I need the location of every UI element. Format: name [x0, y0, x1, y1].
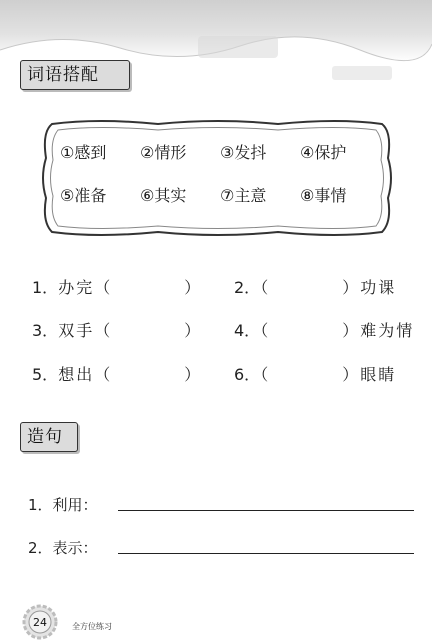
- question-number: 5．: [32, 365, 59, 384]
- page-number-badge: [22, 604, 58, 640]
- sentence-item: [28, 537, 98, 558]
- sentence-number: 1．: [28, 496, 53, 514]
- word-option: ⑥其实: [140, 186, 187, 205]
- answer-line[interactable]: [118, 510, 414, 511]
- book-title: 全方位练习: [72, 622, 112, 631]
- word-option: ⑧事情: [300, 186, 347, 205]
- question-text[interactable]: （ ）难为情: [260, 321, 415, 340]
- header-ghost-mark: [198, 36, 278, 58]
- sentence-number: 2．: [28, 539, 53, 557]
- word-bank-grid: [60, 140, 380, 206]
- question-text[interactable]: （ ）眼睛: [260, 365, 397, 384]
- question-item: [32, 318, 202, 341]
- section-title-sentence: 造句: [20, 422, 78, 452]
- question-item: [32, 362, 202, 385]
- question-number: 1．: [32, 278, 59, 297]
- question-number: 3．: [32, 321, 59, 340]
- word-option: ③发抖: [220, 143, 267, 162]
- question-text[interactable]: 办完（ ）: [58, 278, 203, 297]
- header-ghost-mark: [332, 66, 392, 80]
- question-number: 2．: [234, 278, 261, 297]
- question-number: 6．: [234, 365, 261, 384]
- question-text[interactable]: （ ）功课: [260, 278, 397, 297]
- word-option: ①感到: [60, 143, 107, 162]
- sentence-item: [28, 494, 98, 515]
- sentence-label: 利用：: [52, 496, 98, 514]
- word-option: ⑦主意: [220, 186, 267, 205]
- word-option: ②情形: [140, 143, 187, 162]
- question-text[interactable]: 想出（ ）: [58, 365, 203, 384]
- word-bank: [38, 118, 396, 238]
- question-item: [234, 362, 396, 385]
- question-text[interactable]: 双手（ ）: [58, 321, 203, 340]
- section-title-matching: 词语搭配: [20, 60, 130, 90]
- sentence-label: 表示：: [52, 539, 98, 557]
- question-item: [32, 275, 202, 298]
- word-option: ⑤准备: [60, 186, 107, 205]
- question-item: [234, 275, 396, 298]
- word-option: ④保护: [300, 143, 347, 162]
- page-number: 24: [33, 616, 47, 629]
- question-number: 4．: [234, 321, 261, 340]
- question-item: [234, 318, 414, 341]
- answer-line[interactable]: [118, 553, 414, 554]
